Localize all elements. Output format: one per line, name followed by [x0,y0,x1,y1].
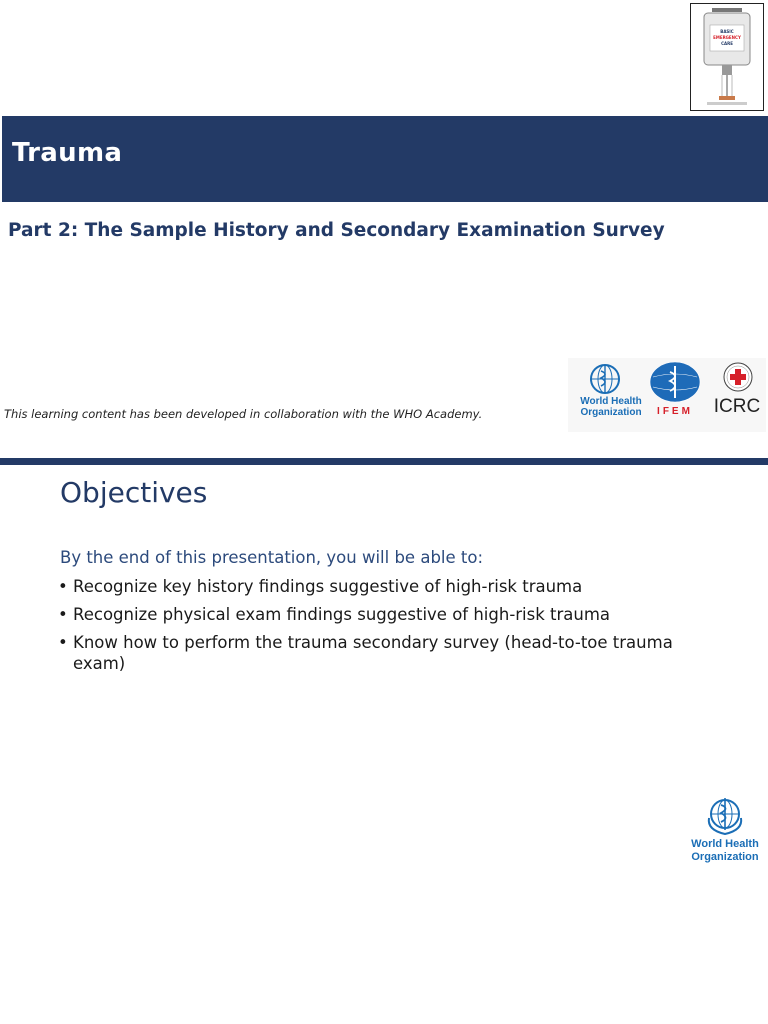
partner-logos [568,358,766,432]
who-logo-line-2: Organization [580,407,642,418]
course-cover-thumbnail [690,3,764,111]
presentation-title: Trauma [12,138,123,168]
bullet-glyph: • [58,633,68,652]
objectives-intro: By the end of this presentation, you will be able to: [60,548,484,567]
cover-label-line-1: BASIC [720,29,734,34]
bullet-glyph: • [58,605,68,624]
who-footer-line-2: Organization [691,851,759,863]
cover-label-line-3: CARE [721,41,733,46]
icrc-logo-text: ICRC [713,396,761,417]
iv-bag-cover-icon [691,4,763,110]
objective-text: Recognize key history findings suggestive of high-risk trauma [73,577,583,596]
ifem-logo-text: IFEM [657,406,693,417]
collaboration-note: This learning content has been developed in collaboration with the WHO Academy. [4,407,483,421]
who-footer-line-1: World Health [691,838,759,850]
title-band [2,116,768,202]
objective-text: Recognize physical exam findings suggestive of high-risk trauma [73,605,611,624]
bullet-glyph: • [58,577,68,596]
ifem-emblem-icon [649,361,701,405]
cover-label-line-2: EMERGENCY [713,35,741,40]
presentation-subtitle: Part 2: The Sample History and Secondary Examination Survey [8,220,665,241]
objective-text: Know how to perform the trauma secondary survey (head-to-toe trauma exam) [73,633,673,673]
objective-item [58,576,698,597]
slide-divider [0,458,768,465]
objectives-slide [0,458,768,1024]
who-logo-line-1: World Health [580,396,642,407]
who-footer-logo [690,794,760,868]
objective-item [58,632,698,674]
icrc-emblem-icon [721,361,755,393]
who-footer-text [690,838,760,864]
who-emblem-icon [586,362,624,396]
who-logo-text [576,396,646,418]
objectives-heading: Objectives [60,476,208,509]
who-emblem-icon [703,794,747,836]
title-slide [0,0,768,458]
objective-item [58,604,698,625]
objectives-list [58,576,698,681]
